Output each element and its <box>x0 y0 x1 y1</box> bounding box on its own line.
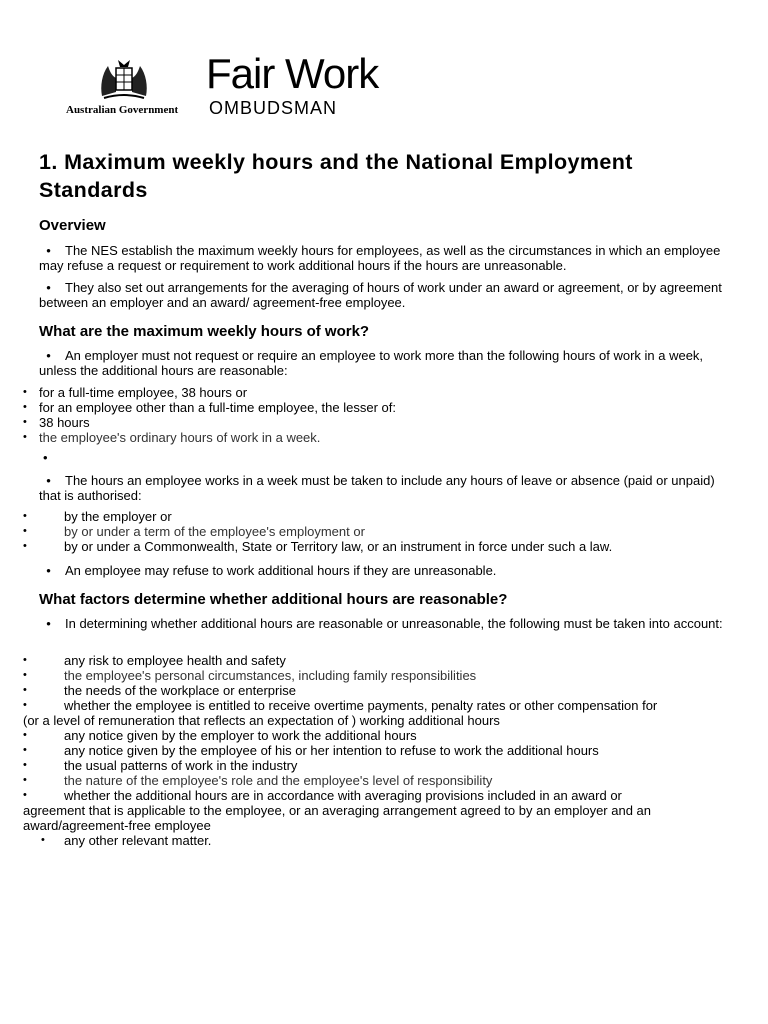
overview-bullet: • The NES establish the maximum weekly hours for employees, as well as the circumstances in which an employee may refuse a request or requirement to work additional hours if the hours are unreasonable. <box>39 243 721 273</box>
list-item: whether the employee is entitled to receive overtime payments, penalty rates or other compensation for <box>64 698 658 713</box>
list-item: any other relevant matter. <box>64 833 212 848</box>
list-item: for an employee other than a full-time employee, the lesser of: <box>39 400 396 415</box>
refuse-paragraph: • An employee may refuse to work additional hours if they are unreasonable. <box>39 563 497 578</box>
list-item: the needs of the workplace or enterprise <box>64 683 296 698</box>
list-item-continuation: agreement that is applicable to the employee, or an averaging arrangement agreed to by an employer and an <box>23 803 652 818</box>
overview-heading: Overview <box>39 217 106 234</box>
leave-paragraph: • The hours an employee works in a week must be taken to include any hours of leave or absence (paid or unpaid) that is authorised: <box>39 473 715 503</box>
list-item-continuation: (or a level of remuneration that reflects an expectation of ) working additional hours <box>23 713 500 728</box>
overview-bullet: • They also set out arrangements for the averaging of hours of work under an award or agreement, or by agreement between an employer and an award/ agreement-free employee. <box>39 280 722 310</box>
list-item: whether the additional hours are in accordance with averaging provisions included in an award or <box>64 788 622 803</box>
list-item: 38 hours <box>39 415 90 430</box>
list-item: for a full-time employee, 38 hours or <box>39 385 248 400</box>
factors-heading: What factors determine whether additional hours are reasonable? <box>39 591 508 608</box>
list-item: the usual patterns of work in the industry <box>64 758 298 773</box>
max-hours-intro: • An employer must not request or require an employee to work more than the following hours of work in a week, unless the additional hours are reasonable: <box>39 348 704 378</box>
list-item: the nature of the employee's role and the employee's level of responsibility <box>64 773 493 788</box>
list-item-continuation: award/agreement-free employee <box>23 818 211 833</box>
fair-work-logo <box>66 50 426 124</box>
list-item: by or under a term of the employee's employment or <box>64 524 365 539</box>
list-item: any risk to employee health and safety <box>64 653 286 668</box>
brand-subtitle: OMBUDSMAN <box>209 98 338 118</box>
coat-of-arms-icon <box>96 56 152 100</box>
factors-intro: • In determining whether additional hours are reasonable or unreasonable, the following must be taken into account: <box>39 616 723 631</box>
list-item: any notice given by the employer to work the additional hours <box>64 728 417 743</box>
list-item: any notice given by the employee of his or her intention to refuse to work the additional hours <box>64 743 599 758</box>
brand-title: Fair Work <box>206 50 379 97</box>
list-item: by the employer or <box>64 509 172 524</box>
list-item: by or under a Commonwealth, State or Territory law, or an instrument in force under such a law. <box>64 539 613 554</box>
list-item: the employee's ordinary hours of work in a week. <box>39 430 321 445</box>
page-title: 1. Maximum weekly hours and the National Employment Standards <box>39 150 633 202</box>
list-item: the employee's personal circumstances, including family responsibilities <box>64 668 477 683</box>
empty-bullet: • <box>43 450 48 465</box>
government-label: Australian Government <box>66 104 179 116</box>
max-hours-heading: What are the maximum weekly hours of work? <box>39 323 370 340</box>
